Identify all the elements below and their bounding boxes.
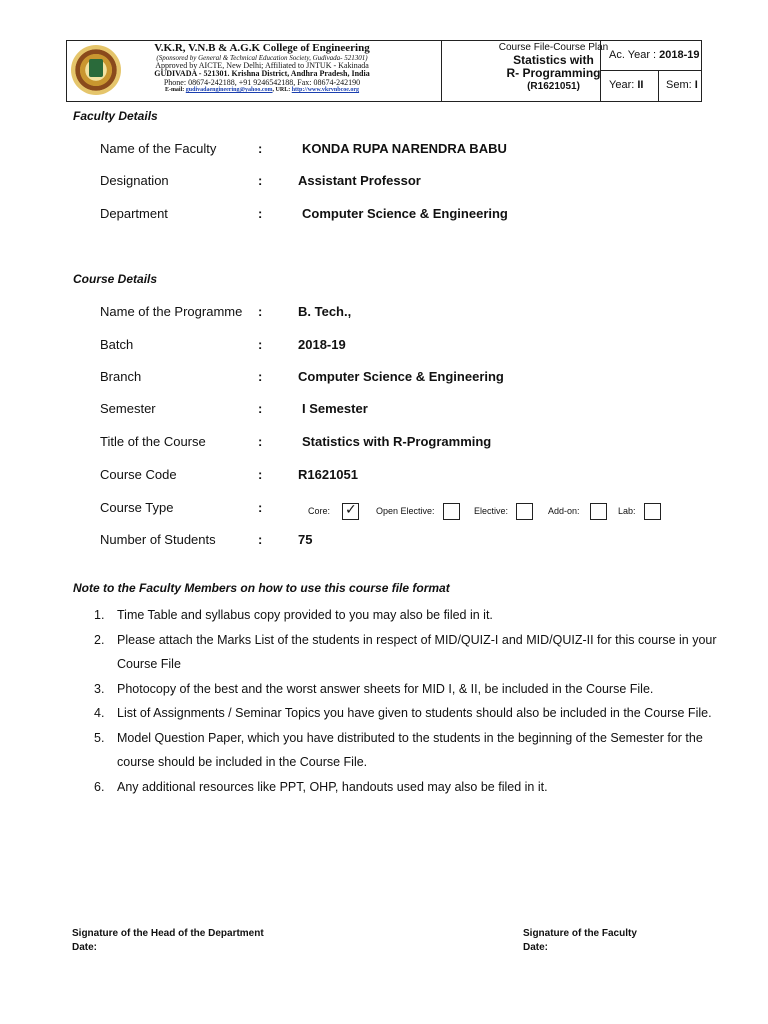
url-label: , URL: [272,87,291,94]
elective-label: Elective: [474,506,509,516]
divider [600,70,701,71]
sponsor-line: (Sponsored by General & Technical Education Society, Gudivada- 521301) [156,53,368,62]
list-item [94,726,734,775]
item-number: 2. [94,632,105,647]
item-text: Time Table and syllabus copy provided to you may also be filed in it. [117,608,493,622]
sem-value: I [694,79,698,91]
add-on-label: Add-on: [548,506,580,516]
item-text: Please attach the Marks List of the students in respect of MID/QUIZ-I and MID/QUIZ-II for this course in your Course File [117,632,717,671]
course-row [100,369,740,387]
website-link[interactable]: http://www.vkrvnbcoe.org [291,87,360,94]
item-number: 5. [94,730,105,745]
colon: : [258,467,263,482]
phone-line: Phone: 08674-242188, +91 9246542188, Fax: 08674-242190 [163,77,361,87]
colon: : [258,304,263,319]
elective-checkbox[interactable] [516,503,533,520]
course-code-value: R1621051 [298,467,358,482]
academic-year [609,49,700,61]
colon: : [258,173,263,188]
faculty-name-value: KONDA RUPA NARENDRA BABU [302,141,507,156]
course-row [100,401,740,419]
add-on-checkbox[interactable] [590,503,607,520]
lab-checkbox[interactable] [644,503,661,520]
email-link[interactable]: gudivadaengineering@yahoo.com [185,87,273,94]
core-label: Core: [308,506,331,516]
item-text: List of Assignments / Seminar Topics you have given to students should also be included in the Course File. [117,706,712,720]
lab-label: Lab: [618,506,636,516]
colon: : [258,532,263,547]
course-row [100,467,740,485]
course-details-heading: Course Details [73,272,158,286]
college-info [123,43,401,93]
colon: : [258,434,263,449]
colon: : [258,500,263,515]
faculty-date-label: Date: [523,942,549,953]
course-row [100,500,740,518]
field-label: Title of the Course [100,434,206,449]
faculty-signature-label: Signature of the Faculty [523,928,637,939]
sem-field [666,79,698,91]
field-label: Course Type [100,500,174,515]
notes-list [94,603,734,799]
list-item [94,775,734,800]
course-code-header: (R1621051) [527,81,580,93]
divider [658,70,659,101]
list-item [94,603,734,628]
field-label: Batch [100,337,134,352]
hod-signature-block [72,927,264,955]
batch-value: 2018-19 [298,337,346,352]
faculty-signature-block [523,927,637,955]
hod-date-label: Date: [72,942,98,953]
department-value: Computer Science & Engineering [302,206,508,221]
field-label: Name of the Programme [100,304,243,319]
list-item [94,701,734,726]
item-number: 3. [94,681,105,696]
students-value: 75 [298,532,313,547]
item-number: 4. [94,706,105,720]
item-text: Photocopy of the best and the worst answer sheets for MID I, & II, be included in the Course File. [117,681,654,696]
item-text: Any additional resources like PPT, OHP, handouts used may also be filed in it. [117,779,548,794]
core-checkbox[interactable] [342,503,359,520]
item-text: Model Question Paper, which you have distributed to the students in the beginning of the Semester for the course should be included in the Course File. [117,730,703,769]
field-label: Designation [100,173,169,188]
ac-year-label: Ac. Year : [609,49,657,61]
year-value: II [637,79,644,91]
course-type-options [308,506,728,524]
notes-heading: Note to the Faculty Members on how to use this course file format [73,581,450,595]
field-label: Department [100,206,168,221]
field-label: Number of Students [100,532,216,547]
approval-line: Approved by AICTE, New Delhi; Affiliated to JNTUK - Kakinada [155,60,369,70]
address-line: GUDIVADA - 521301. Krishna District, Andhra Pradesh, India [154,69,370,79]
field-label: Name of the Faculty [100,141,217,156]
colon: : [258,401,263,416]
course-title-line2: R- Programming [506,66,601,81]
plan-label: Course File-Course Plan [498,42,609,53]
college-name: V.K.R, V.N.B & A.G.K College of Engineering [154,42,370,54]
field-label: Branch [100,369,142,384]
course-row [100,304,740,322]
designation-value: Assistant Professor [298,173,421,188]
divider [600,41,601,101]
contact-line [123,87,401,93]
semester-value: I Semester [302,401,368,416]
faculty-details-heading: Faculty Details [73,109,158,123]
hod-signature-label: Signature of the Head of the Department [72,928,264,939]
sem-label: Sem: [666,79,692,91]
year-label: Year: [609,79,635,91]
list-item [94,677,734,702]
list-item [94,628,734,677]
colon: : [258,141,263,156]
colon: : [258,337,263,352]
faculty-row [100,173,740,191]
ac-year-value: 2018-19 [659,49,700,61]
course-row [100,434,740,452]
item-number: 1. [94,608,105,622]
open-elective-checkbox[interactable] [443,503,460,520]
course-row [100,532,740,550]
colon: : [258,206,263,221]
year-field [609,79,643,91]
faculty-row [100,141,740,159]
branch-value: Computer Science & Engineering [298,369,504,384]
college-logo [71,45,121,95]
email-label: E-mail: [164,87,185,94]
programme-value: B. Tech., [298,304,352,319]
course-row [100,337,740,355]
course-title-value: Statistics with R-Programming [302,434,492,449]
course-title-line1: Statistics with [513,52,594,67]
field-label: Semester [100,401,156,416]
faculty-row [100,206,740,224]
field-label: Course Code [100,467,177,482]
item-number: 6. [94,779,105,794]
colon: : [258,369,263,384]
open-elective-label: Open Elective: [376,506,435,516]
header-table [66,40,702,102]
